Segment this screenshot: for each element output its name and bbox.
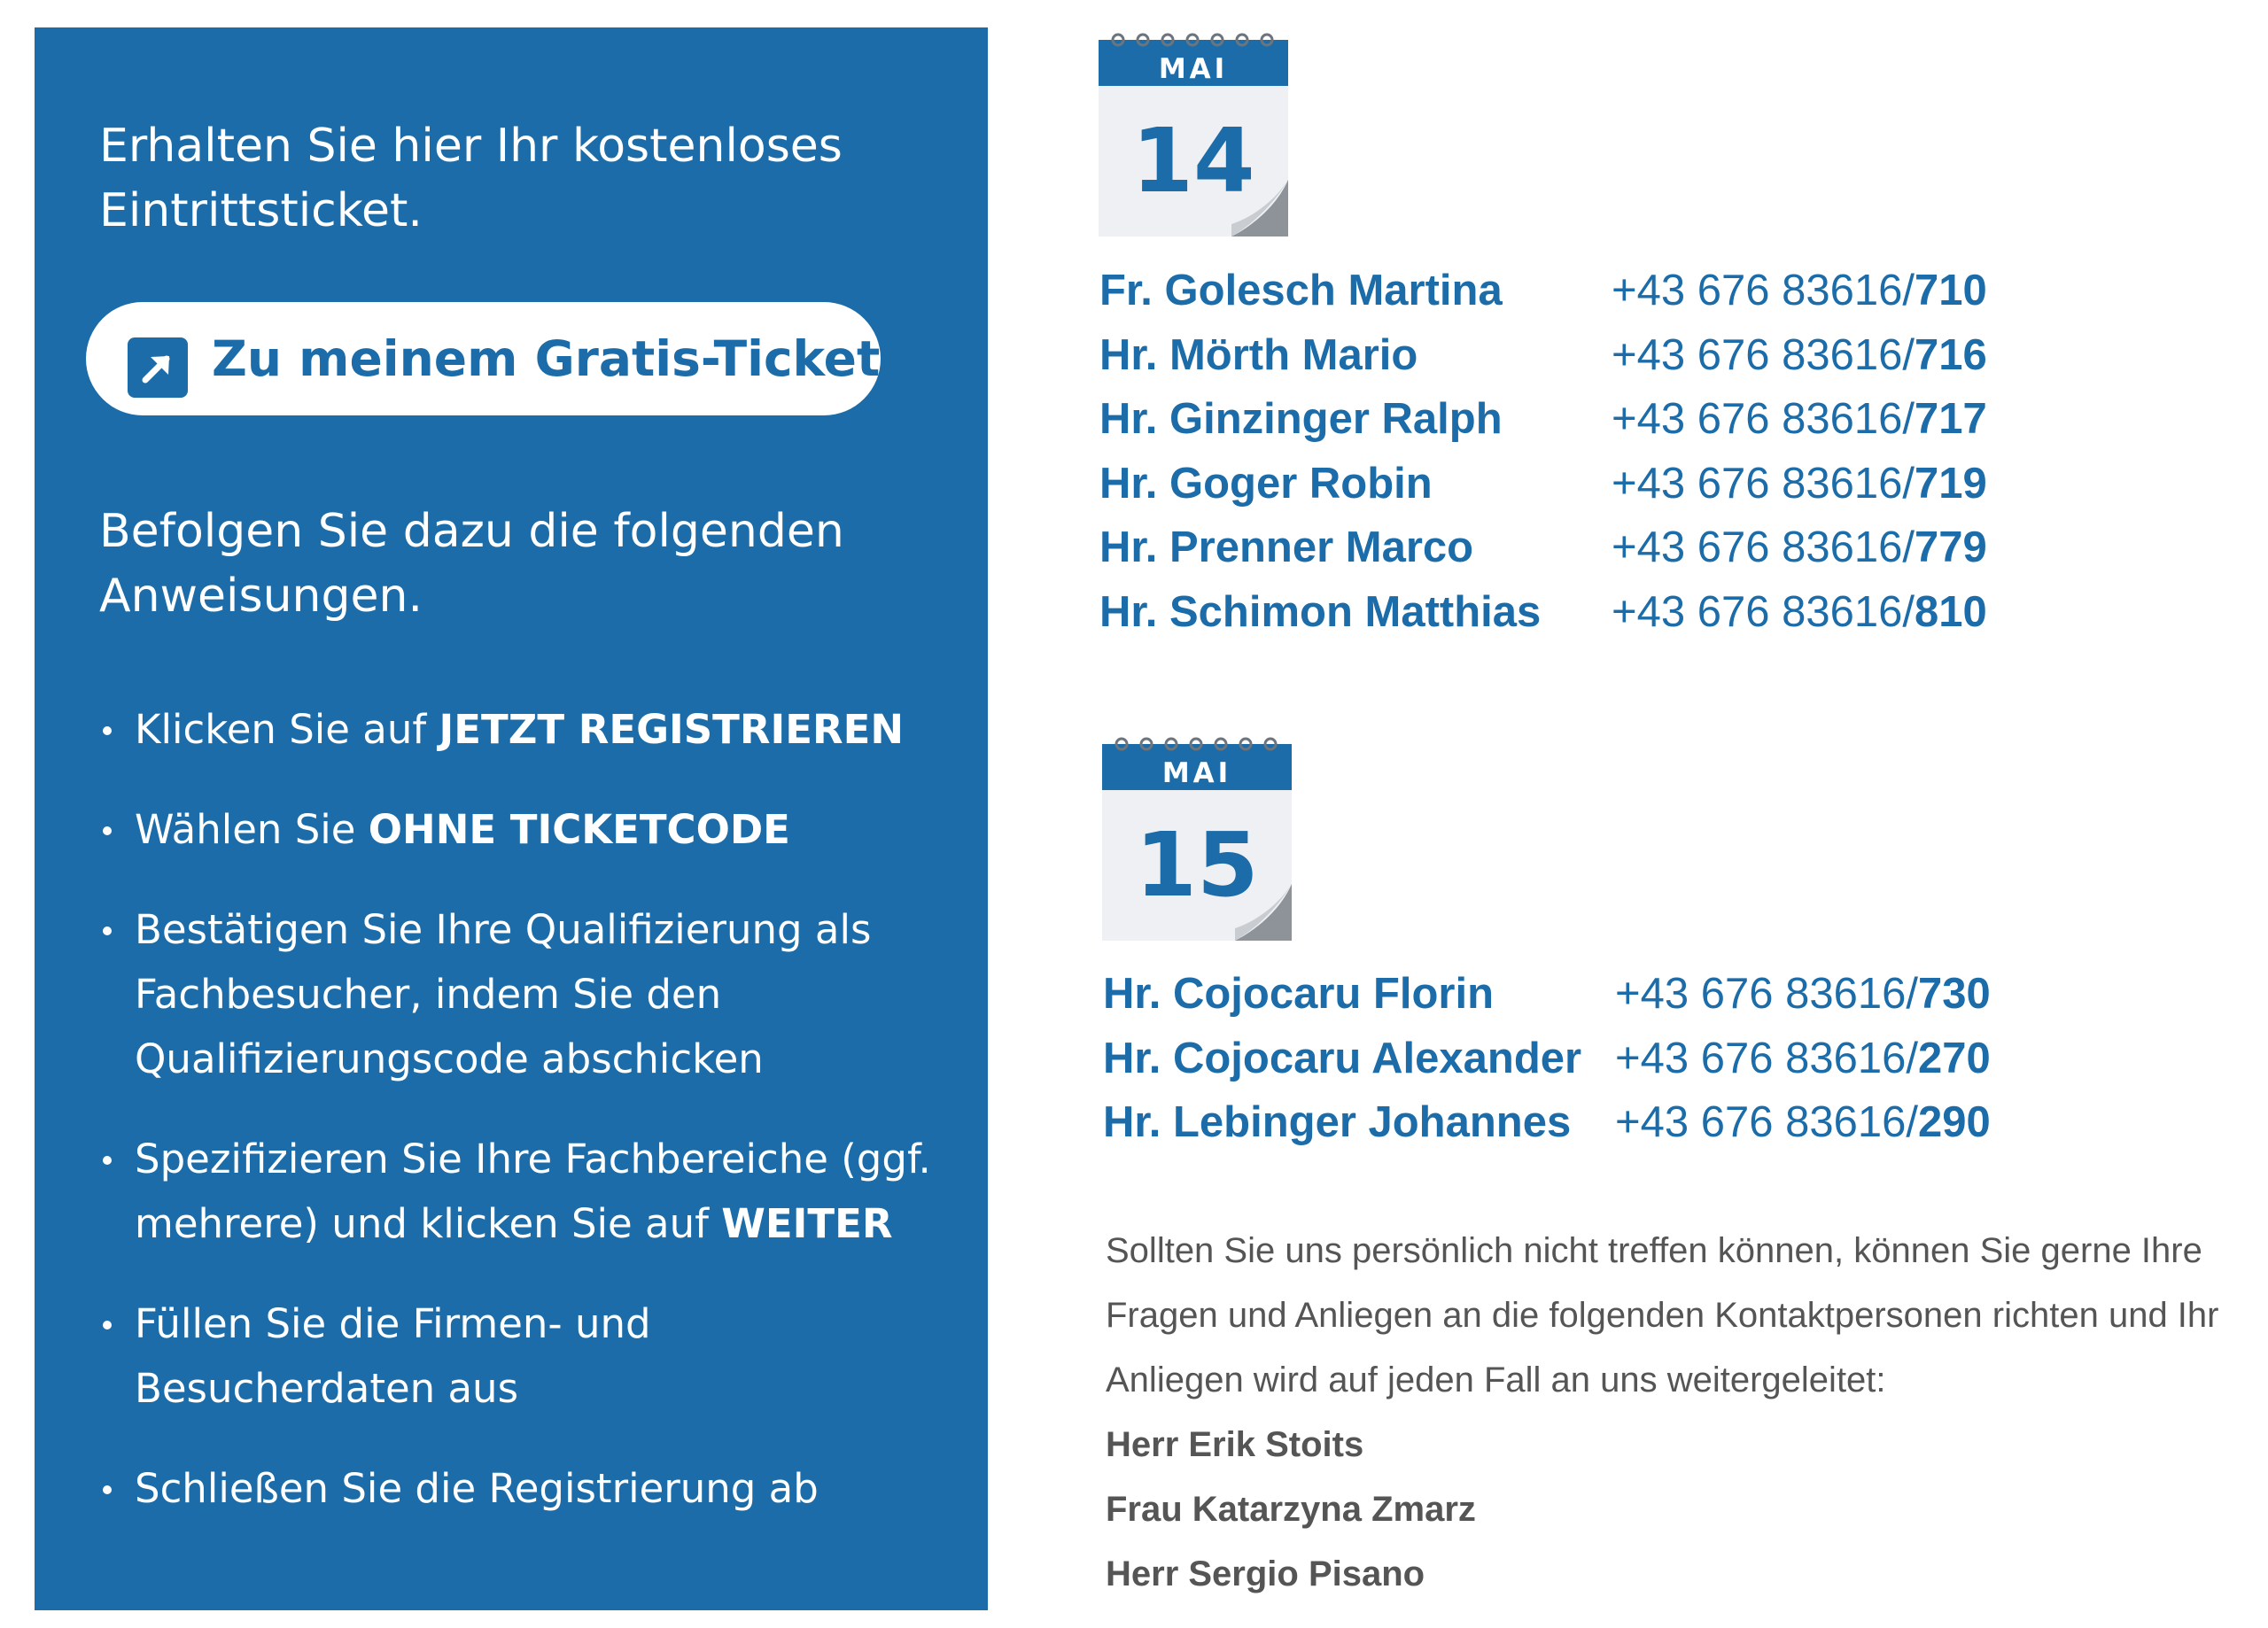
contact-name: Hr. Lebinger Johannes	[1103, 1098, 1572, 1147]
contact-name: Hr. Ginzinger Ralph	[1099, 395, 1503, 444]
contact-person: Frau Katarzyna Zmarz	[1106, 1490, 1476, 1529]
instructions-heading: Befolgen Sie dazu die folgenden Anweisungen.	[99, 505, 844, 623]
contact-name: Fr. Golesch Martina	[1099, 267, 1503, 314]
gratis-ticket-label: Zu meinem Gratis-Ticket	[212, 330, 881, 387]
intro-text: Erhalten Sie hier Ihr kostenloses Eintrittsticket.	[99, 120, 843, 237]
list-item: Bestätigen Sie Ihre Qualifizierung als Fachbesucher, indem Sie den Qualifizierungscode abschicken	[99, 897, 879, 1091]
contact-phone[interactable]: +43 676 83616/719	[1612, 459, 1987, 508]
calendar-day: 14	[1131, 109, 1255, 213]
contact-person: Herr Sergio Pisano	[1106, 1554, 1425, 1593]
calendar-month: MAI	[1158, 53, 1229, 85]
list-item: Schließen Sie die Registrierung ab	[99, 1456, 985, 1521]
note-text: Sollten Sie uns persönlich nicht treffen können, können Sie gerne Ihre Fragen und Anliegen an die folgenden Kontaktpersonen richten und Ihr Anliegen wird auf jeden Fall an uns weitergeleitet:	[1106, 1231, 2219, 1399]
contact-person: Herr Erik Stoits	[1106, 1425, 1364, 1464]
contact-name: Hr. Prenner Marco	[1099, 523, 1474, 572]
contact-name: Hr. Schimon Matthias	[1099, 587, 1542, 636]
contact-phone[interactable]: +43 676 83616/810	[1612, 587, 1987, 636]
registration-panel	[35, 27, 988, 1610]
contact-name: Hr. Goger Robin	[1099, 459, 1433, 508]
contact-phone[interactable]: +43 676 83616/710	[1612, 267, 1987, 314]
contact-phone[interactable]: +43 676 83616/779	[1612, 523, 1987, 572]
contact-name: Hr. Cojocaru Alexander	[1103, 1034, 1582, 1082]
contact-phone[interactable]: +43 676 83616/270	[1615, 1034, 1991, 1082]
contact-name: Hr. Cojocaru Florin	[1103, 970, 1495, 1018]
contact-phone[interactable]: +43 676 83616/290	[1615, 1098, 1991, 1147]
gratis-ticket-button[interactable]	[86, 302, 881, 415]
list-item: Klicken Sie auf JETZT REGISTRIEREN	[99, 697, 985, 762]
contact-name: Hr. Mörth Mario	[1099, 330, 1418, 379]
instruction-list	[99, 697, 985, 1556]
external-link-arrow-icon	[128, 337, 188, 398]
list-item: Wählen Sie OHNE TICKETCODE	[99, 797, 985, 862]
contact-phone[interactable]: +43 676 83616/730	[1615, 970, 1991, 1018]
list-item: Spezifizieren Sie Ihre Fachbereiche (ggf. mehrere) und klicken Sie auf WEITER	[99, 1127, 959, 1256]
calendar-day: 15	[1135, 813, 1259, 917]
calendar-icon	[1099, 31, 1288, 236]
contact-note	[1106, 1219, 2257, 1607]
calendar-month: MAI	[1161, 757, 1232, 789]
contact-phone[interactable]: +43 676 83616/717	[1612, 395, 1987, 444]
contact-phone[interactable]: +43 676 83616/716	[1612, 330, 1987, 379]
calendar-icon	[1102, 735, 1292, 941]
list-item: Füllen Sie die Firmen- und Besucherdaten aus	[99, 1291, 737, 1421]
